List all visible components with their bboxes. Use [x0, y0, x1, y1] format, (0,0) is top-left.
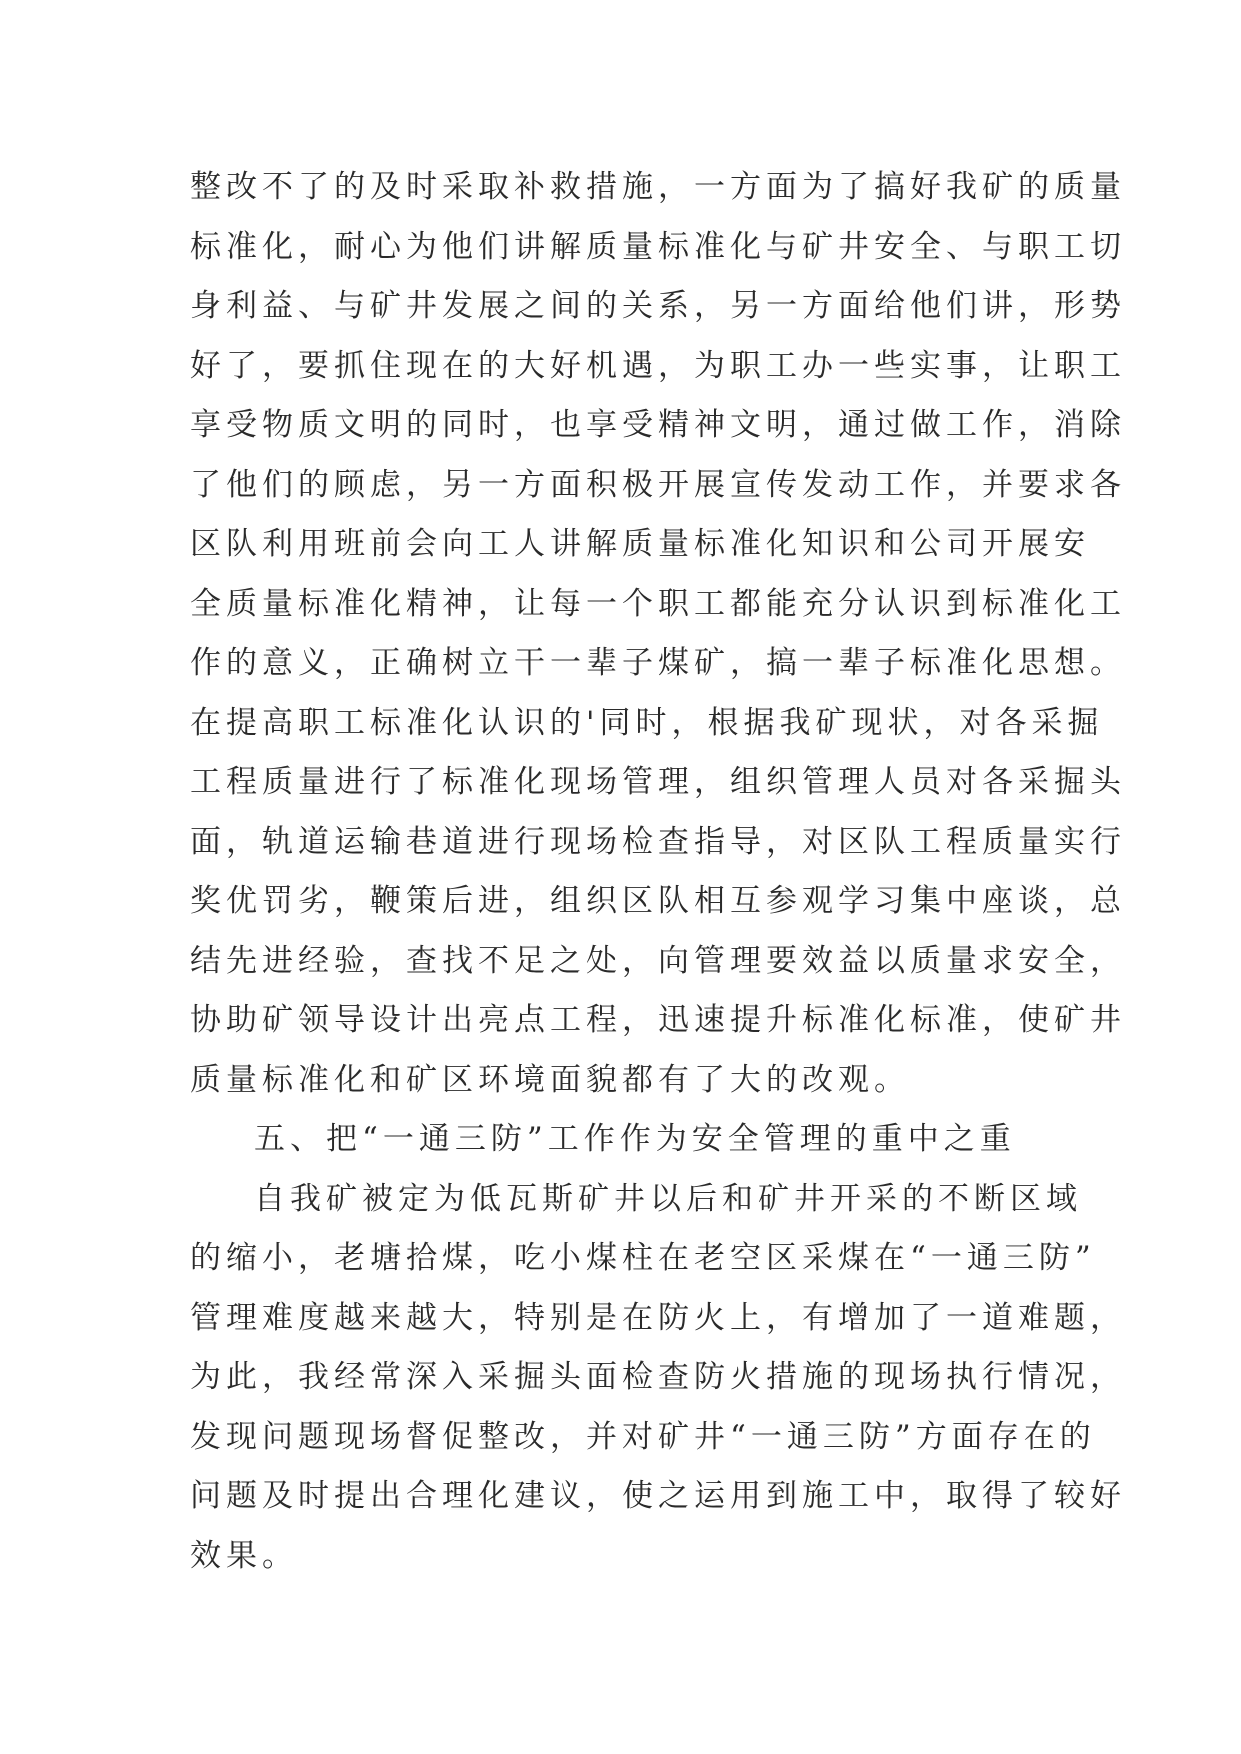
body-text	[190, 158, 1126, 1586]
text-line: 了他们的顾虑，另一方面积极开展宣传发动工作，并要求各	[190, 466, 1126, 503]
text-line: 奖优罚劣，鞭策后进，组织区队相互参观学习集中座谈，总	[190, 883, 1126, 919]
text-line: 发现问题现场督促整改，并对矿井“一通三防”方面存在的	[190, 1418, 1096, 1455]
text-line: 为此，我经常深入采掘头面检查防火措施的现场执行情况，	[190, 1359, 1126, 1395]
text-line: 问题及时提出合理化建议，使之运用到施工中，取得了较好	[190, 1478, 1126, 1514]
text-line: 整改不了的及时采取补救措施，一方面为了搞好我矿的质量	[190, 169, 1126, 205]
text-line: 效果。	[190, 1537, 298, 1574]
text-line: 协助矿领导设计出亮点工程，迅速提升标准化标准，使矿井	[190, 1002, 1126, 1038]
text-line: 质量标准化和矿区环境面貌都有了大的改观。	[190, 1061, 910, 1098]
text-line: 享受物质文明的同时，也享受精神文明，通过做工作，消除	[190, 407, 1126, 443]
text-line: 管理难度越来越大，特别是在防火上，有增加了一道难题，	[190, 1299, 1126, 1336]
text-line: 标准化，耐心为他们讲解质量标准化与矿井安全、与职工切	[190, 228, 1126, 265]
text-line: 好了，要抓住现在的大好机遇，为职工办一些实事，让职工	[190, 347, 1126, 384]
text-line: 结先进经验，查找不足之处，向管理要效益以质量求安全，	[190, 942, 1126, 979]
text-line: 区队利用班前会向工人讲解质量标准化知识和公司开展安	[190, 526, 1090, 562]
section-heading: 五、把“一通三防”工作作为安全管理的重中之重	[254, 1121, 1016, 1157]
text-line: 在提高职工标准化认识的'同时，根据我矿现状，对各采掘	[190, 704, 1104, 741]
text-line: 身利益、与矿井发展之间的关系，另一方面给他们讲，形势	[190, 288, 1126, 324]
text-line: 工程质量进行了标准化现场管理，组织管理人员对各采掘头	[190, 764, 1126, 800]
text-line: 作的意义，正确树立干一辈子煤矿，搞一辈子标准化思想。	[190, 645, 1126, 681]
text-line: 全质量标准化精神，让每一个职工都能充分认识到标准化工	[190, 585, 1126, 622]
text-line: 自我矿被定为低瓦斯矿井以后和矿井开采的不断区域	[254, 1180, 1082, 1217]
text-line: 面，轨道运输巷道进行现场检查指导，对区队工程质量实行	[190, 823, 1126, 860]
text-line: 的缩小，老塘拾煤，吃小煤柱在老空区采煤在“一通三防”	[190, 1240, 1096, 1276]
